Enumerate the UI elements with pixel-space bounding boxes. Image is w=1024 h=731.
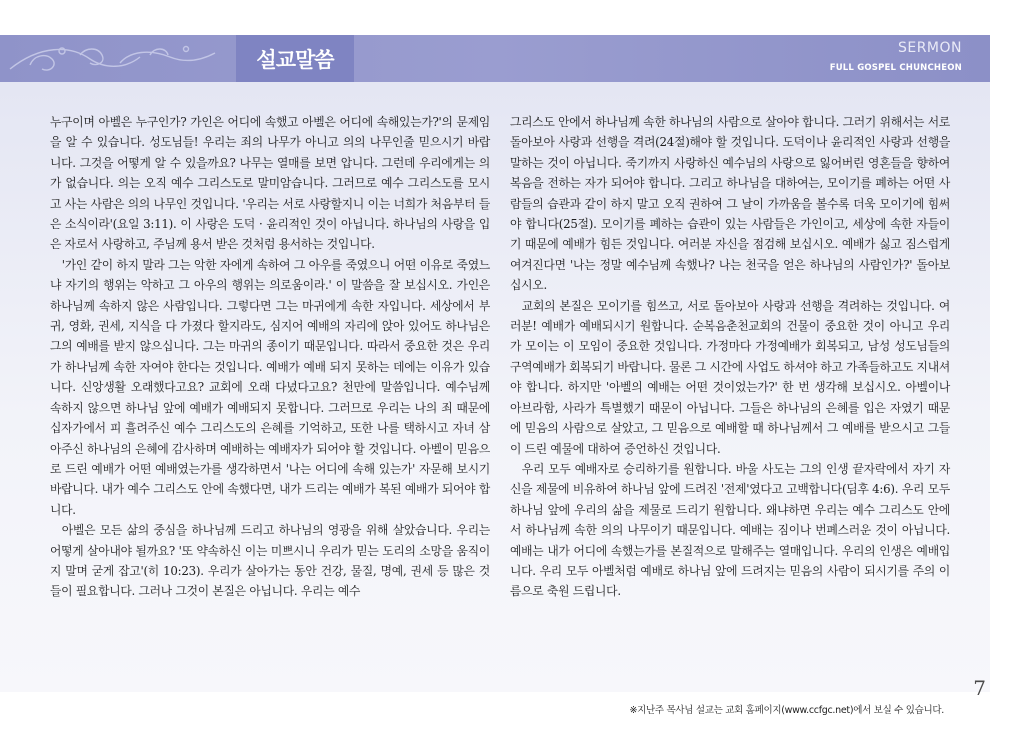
floral-ornament-icon <box>0 35 240 82</box>
paragraph: 누구이며 아벨은 누구인가? 가인은 어디에 속했고 아벨은 어디에 속해있는가?'의 문제임을 알 수 있습니다. 성도님들! 우리는 죄의 나무가 아니고 의의 나무인줄 믿으시기 바랍니다. 그것을 어떻게 알 수 있을까요? 나무는 열매를 보면 압니다. 그런데 우리에게는 의가 없습니다. 의는 오직 예수 그리스도로 말미암습니다. 그러므로 예수 그리스도를 모시고 사는 사람은 의의 나무인 것입니다. '우리는 서로 사랑할지니 이는 너희가 처음부터 들은 소식이라'(요일 3:11). 이 사랑은 도덕 · 윤리적인 것이 아닙니다. 하나님의 사랑을 입은 자로서 사랑하고, 주님께 용서 받은 것처럼 용서하는 것입니다. <box>50 115 490 252</box>
page-number: 7 <box>973 676 986 700</box>
section-label: SERMON <box>897 40 962 56</box>
page-title: 설교말씀 <box>236 35 354 82</box>
right-column <box>510 112 950 602</box>
left-column <box>50 112 490 602</box>
paragraph: 아벨은 모든 삶의 중심을 하나님께 드리고 하나님의 영광을 위해 살았습니다. 우리는 어떻게 살아내야 될까요? '또 약속하신 이는 미쁘시니 우리가 믿는 도리의 소망을 움직이지 말며 굳게 잡고'(히 10:23). 우리가 살아가는 동안 건강, 물질, 명예, 권세 등 많은 것들이 필요합니다. 그러나 그것이 본질은 아닙니다. 우리는 예수 <box>50 523 490 599</box>
paragraph: 교회의 본질은 모이기를 힘쓰고, 서로 돌아보아 사랑과 선행을 격려하는 것입니다. 여러분! 예배가 예배되시기 원합니다. 순복음춘천교회의 건물이 중요한 것이 아니고 우리가 모이는 이 모임이 중요한 것입니다. 가정마다 가정예배가 회복되고, 남성 성도님들의 구역예배가 회복되기 바랍니다. 물론 그 시간에 사업도 하셔야 하고 가족들하고도 지내셔야 합니다. 하지만 '아벨의 예배는 어떤 것이었는가?' 한 번 생각해 보십시오. 아벨이나 아브라함, 사라가 특별했기 때문이 아닙니다. 그들은 하나님의 은혜를 입은 자였기 때문에 믿음의 사람으로 살았고, 그 믿음으로 예배할 때 하나님께서 그 예배를 받으시고 그들이 드린 예물에 대하여 증언하신 것입니다. <box>510 298 950 456</box>
paragraph: '가인 같이 하지 말라 그는 악한 자에게 속하여 그 아우를 죽였으니 어떤 이유로 죽였느냐 자기의 행위는 악하고 그 아우의 행위는 의로움이라.' 이 말씀을 잘 보십시오. 가인은 하나님께 속하지 않은 사람입니다. 그렇다면 그는 마귀에게 속한 자입니다. 세상에서 부귀, 영화, 권세, 지식을 다 가졌다 할지라도, 심지어 예배의 자리에 앉아 있어도 하나님은 그의 예배를 받지 않으십니다. 그는 마귀의 종이기 때문입니다. 따라서 중요한 것은 우리가 하나님께 속한 자여야 한다는 것입니다. 예배가 예배 되지 못하는 데에는 이유가 있습니다. 신앙생활 오래했다고요? 교회에 오래 다녔다고요? 천만에 말씀입니다. 예수님께 속하지 않으면 하나님 앞에 예배가 예배되지 못합니다. 그러므로 우리는 나의 죄 때문에 십자가에서 피 흘려주신 예수 그리스도의 은혜를 기억하고, 또한 나를 택하시고 자녀 삼아주신 하나님의 은혜에 감사하며 예배하는 예배자가 되어야 할 것입니다. 아벨이 믿음으로 드린 예배가 어떤 예배였는가를 생각하면서 '나는 어디에 속해 있는가' 자문해 보시기 바랍니다. 내가 예수 그리스도 안에 속했다면, 내가 드리는 예배가 복된 예배가 되어야 합니다. <box>50 257 490 517</box>
paragraph: 우리 모두 예배자로 승리하기를 원합니다. 바울 사도는 그의 인생 끝자락에서 자기 자신을 제물에 비유하여 하나님 앞에 드려진 '전제'였다고 고백합니다(딤후 4:6). 우리 모두 하나님 앞에 우리의 삶을 제물로 드리기 원합니다. 왜냐하면 우리는 예수 그리스도 안에서 하나님께 속한 의의 나무이기 때문입니다. 예배는 짐이나 번폐스러운 것이 아닙니다. 예배는 내가 어디에 속했는가를 본질적으로 말해주는 열매입니다. 우리의 인생은 예배입니다. 우리 모두 아벨처럼 예배로 하나님 앞에 드려지는 믿음의 사람이 되시기를 주의 이름으로 축원 드립니다. <box>510 461 950 599</box>
church-name: FULL GOSPEL CHUNCHEON <box>829 63 962 73</box>
paragraph: 그리스도 안에서 하나님께 속한 하나님의 사람으로 살아야 합니다. 그러기 위해서는 서로 돌아보아 사랑과 선행을 격려(24절)해야 할 것입니다. 도덕이나 윤리적인 사랑과 선행을 말하는 것이 아닙니다. 죽기까지 사랑하신 예수님의 사랑으로 잃어버린 영혼들을 향하여 복음을 전하는 자가 되어야 합니다. 그리고 하나님을 대하여는, 모이기를 폐하는 어떤 사람들의 습관과 같이 하지 말고 오직 권하여 그 날이 가까움을 볼수록 더욱 모이기에 힘써야 합니다(25절). 모이기를 폐하는 습관이 있는 사람들은 가인이고, 세상에 속한 자들이기 때문에 예배가 힘든 것입니다. 여러분 자신을 점검해 보십시오. 예배가 싫고 짐스럽게 여겨진다면 '나는 정말 예수님께 속했나? 나는 천국을 얻은 하나님의 사람인가?' 돌아보십시오. <box>510 115 950 293</box>
footnote: ※지난주 목사님 설교는 교회 홈페이지(www.ccfgc.net)에서 보실 수 있습니다. <box>629 705 944 716</box>
header-banner <box>0 35 990 82</box>
